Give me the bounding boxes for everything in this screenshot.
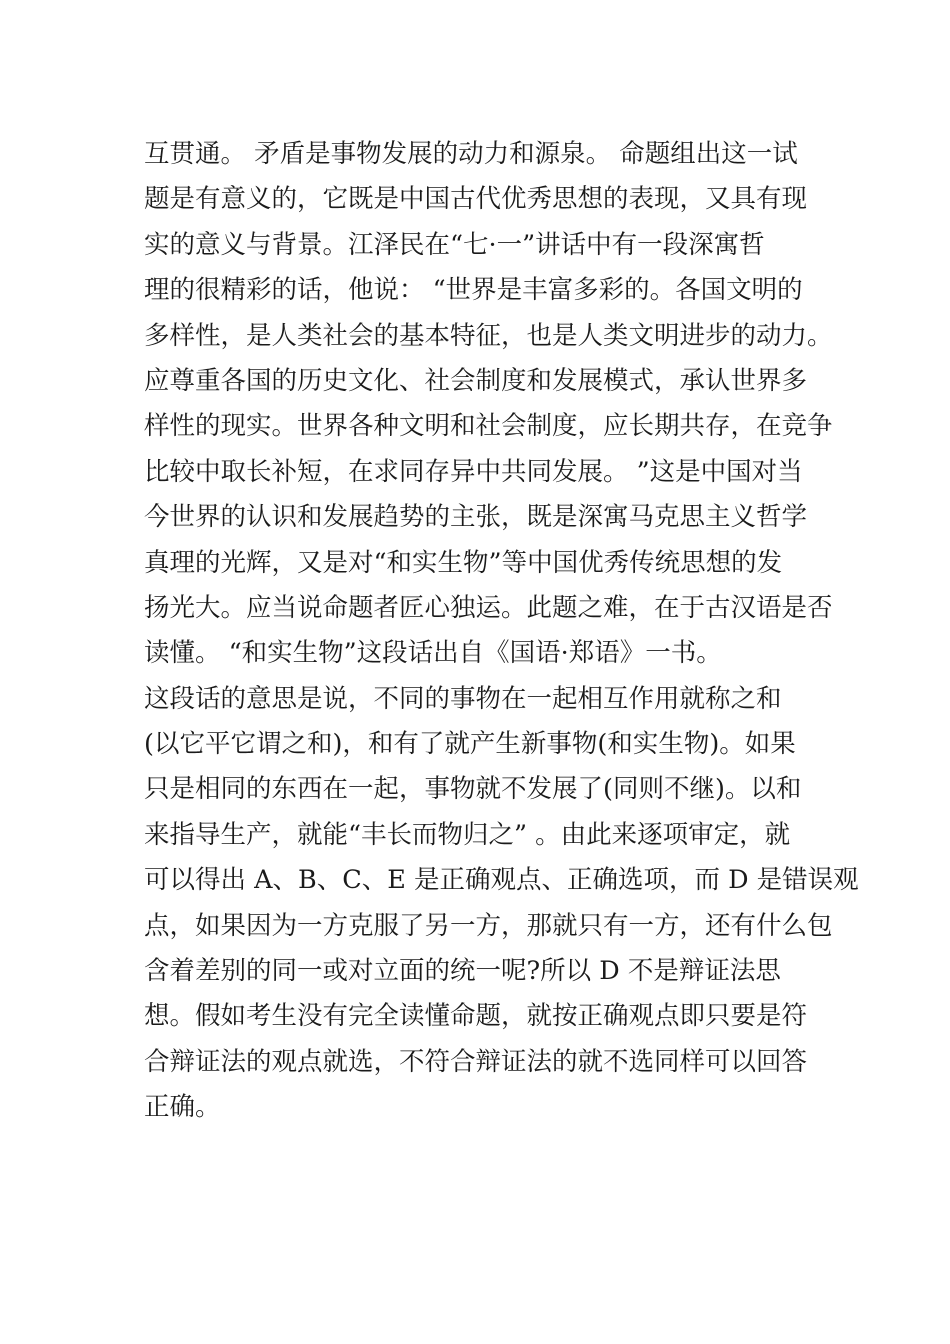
text-line: 扬光大。应当说命题者匠心独运。此题之难，在于古汉语是否 bbox=[144, 592, 833, 623]
text-line: 样性的现实。世界各种文明和社会制度，应长期共存，在竞争 bbox=[144, 411, 833, 442]
text-line: 合辩证法的观点就选，不符合辩证法的就不选同样可以回答 bbox=[144, 1046, 808, 1077]
text-line: 应尊重各国的历史文化、社会制度和发展模式，承认世界多 bbox=[144, 365, 808, 396]
body-text bbox=[144, 132, 859, 1131]
text-line: (以它平它谓之和)，和有了就产生新事物(和实生物)。如果 bbox=[144, 729, 796, 760]
text-line: 想。假如考生没有完全读懂命题，就按正确观点即只要是符 bbox=[144, 1001, 808, 1032]
text-line: 正确。 bbox=[144, 1092, 221, 1123]
text-line: 真理的光辉，又是对“和实生物”等中国优秀传统思想的发 bbox=[144, 547, 783, 578]
text-line: 实的意义与背景。江泽民在“七·一”讲话中有一段深寓哲 bbox=[144, 229, 765, 260]
text-line: 今世界的认识和发展趋势的主张，既是深寓马克思主义哲学 bbox=[144, 502, 808, 533]
text-line: 理的很精彩的话，他说： “世界是丰富多彩的。各国文明的 bbox=[144, 275, 803, 306]
text-line: 点，如果因为一方克服了另一方，那就只有一方，还有什么包 bbox=[144, 910, 833, 941]
text-line: 含着差别的同一或对立面的统一呢?所以 D 不是辩证法思 bbox=[144, 956, 781, 987]
text-line: 可以得出 A、B、C、E 是正确观点、正确选项，而 D 是错误观 bbox=[144, 865, 859, 896]
text-line: 题是有意义的，它既是中国古代优秀思想的表现，又具有现 bbox=[144, 184, 808, 215]
text-line: 互贯通。 矛盾是事物发展的动力和源泉。 命题组出这一试 bbox=[144, 139, 798, 169]
text-line: 读懂。 “和实生物”这段话出自《国语·郑语》一书。 bbox=[144, 638, 722, 669]
text-line: 只是相同的东西在一起，事物就不发展了(同则不继)。以和 bbox=[144, 774, 802, 805]
text-line: 多样性，是人类社会的基本特征，也是人类文明进步的动力。 bbox=[144, 320, 833, 351]
text-line: 来指导生产，就能“丰长而物归之” 。由此来逐项审定，就 bbox=[144, 819, 791, 850]
text-line: 这段话的意思是说，不同的事物在一起相互作用就称之和 bbox=[144, 683, 782, 714]
text-line: 比较中取长补短，在求同存异中共同发展。 ”这是中国对当 bbox=[144, 456, 803, 487]
